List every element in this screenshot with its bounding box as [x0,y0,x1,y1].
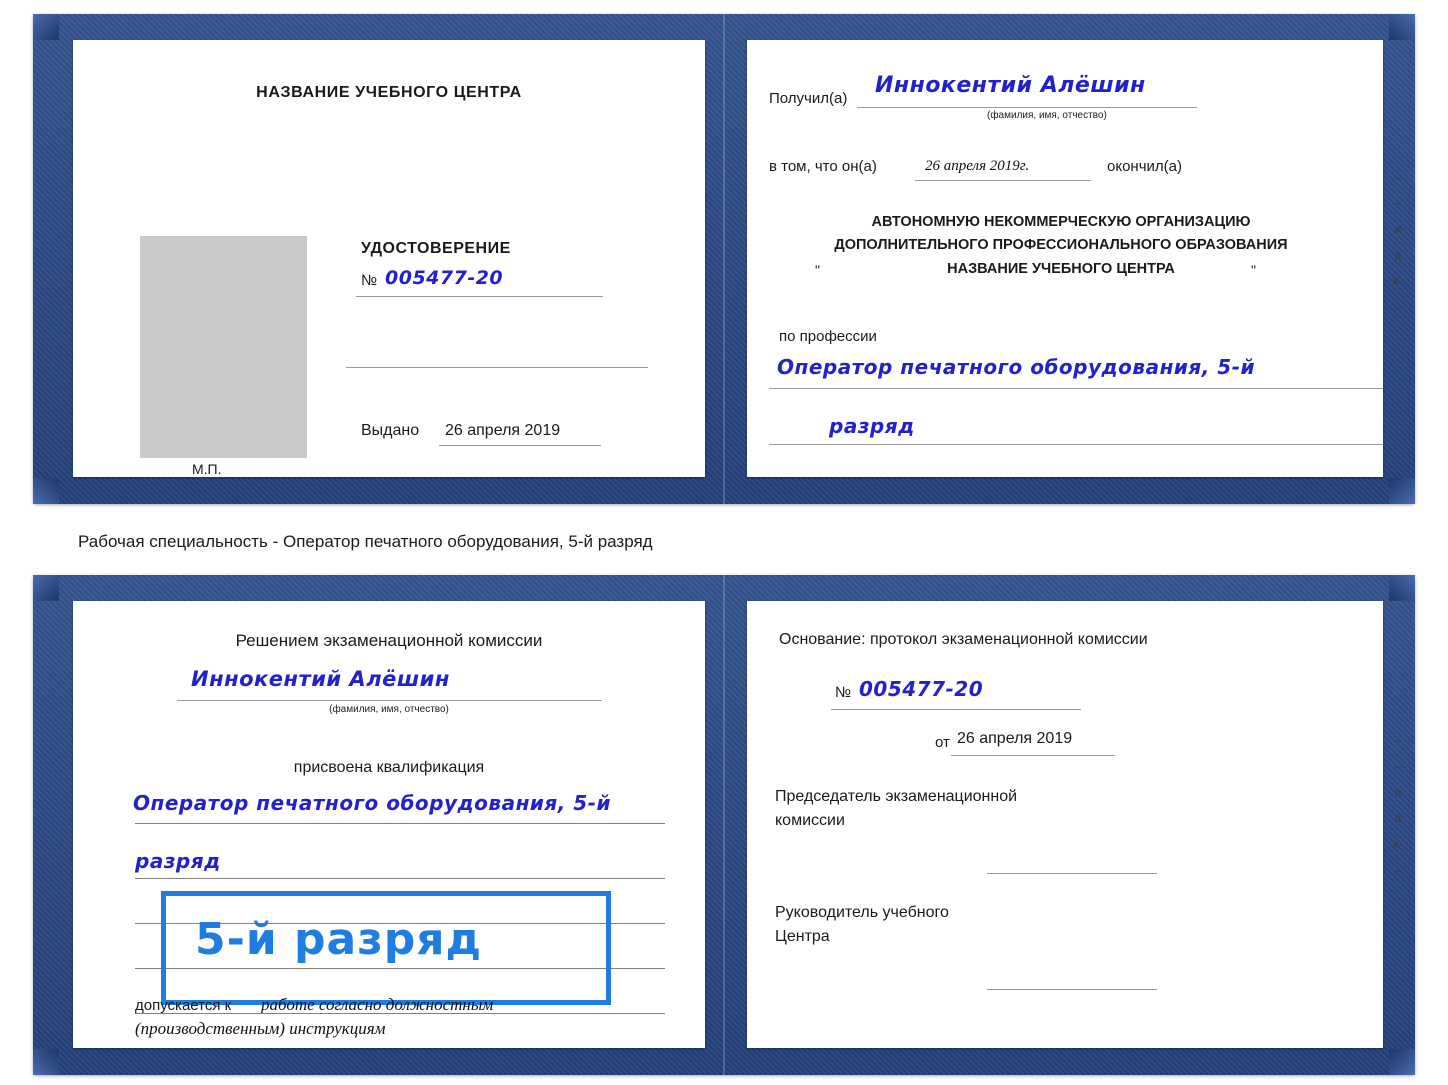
edge-mark: а [1394,248,1402,262]
certificate-number-value: 005477-20 [385,267,504,289]
edge-mark: – [1394,170,1402,184]
certificate-bottom-book [33,575,1415,1075]
number-symbol: № [361,272,378,289]
top-right-page [747,40,1383,477]
cover-corner-top-left [33,14,59,40]
blank-line-1 [346,367,648,368]
person-name-underline [177,700,602,701]
finished-date: 26 апреля 2019г. [925,158,1030,174]
cover-corner-bottom-right [1389,1049,1415,1075]
profession-underline-2 [769,444,1383,445]
received-label: Получил(а) [769,90,848,107]
photo-placeholder [140,236,307,458]
quote-open: " [815,262,820,278]
allowed-value-line-2: (производственным) инструкциям [135,1019,386,1038]
fio-hint: (фамилия, имя, отчество) [987,110,1107,121]
ruled-line-2 [135,878,665,879]
from-date-underline [951,755,1115,756]
from-date: 26 апреля 2019 [957,730,1073,747]
commission-decision-title: Решением экзаменационной комиссии [235,631,543,650]
head-label-line-2: Центра [775,928,830,945]
cover-corner-top-right [1389,575,1415,601]
center-name-heading: НАЗВАНИЕ УЧЕБНОГО ЦЕНТРА [256,84,522,101]
allowed-value-line-1: работе согласно должностным [261,995,494,1014]
organization-line-2: ДОПОЛНИТЕЛЬНОГО ПРОФЕССИОНАЛЬНОГО ОБРАЗОВАНИЯ [834,237,1288,253]
edge-marks-bottom [1387,727,1409,883]
organization-name: НАЗВАНИЕ УЧЕБНОГО ЦЕНТРА [947,261,1175,277]
edge-mark: к- [1393,274,1403,288]
issued-date: 26 апреля 2019 [445,422,561,439]
basis-label: Основание: протокол экзаменационной комиссии [779,631,1148,648]
qualification-line-1: Оператор печатного оборудования, 5-й [133,791,612,815]
cover-corner-bottom-left [33,1049,59,1075]
cover-corner-bottom-right [1389,478,1415,504]
from-label: от [935,734,950,751]
quote-close: " [1251,262,1256,278]
issued-date-underline [439,445,601,446]
protocol-number-symbol: № [835,684,852,701]
that-he-label: в том, что он(а) [769,158,877,175]
allowed-label: допускается к [135,997,232,1014]
fio-hint: (фамилия, имя, отчество) [329,704,449,715]
qualification-line-2: разряд [135,849,221,873]
edge-mark: – [1394,733,1402,747]
received-name: Иннокентий Алёшин [875,73,1146,98]
certificate-top-book [33,14,1415,504]
cover-corner-bottom-left [33,478,59,504]
edge-mark: и [1394,785,1402,799]
chairman-label-line-2: комиссии [775,812,845,829]
finished-label: окончил(а) [1107,158,1182,175]
protocol-number-value: 005477-20 [859,677,984,701]
protocol-number-underline [831,709,1081,710]
ruled-line-5 [135,1013,665,1014]
organization-line-1: АВТОНОМНУЮ НЕКОММЕРЧЕСКУЮ ОРГАНИЗАЦИЮ [871,214,1251,230]
edge-mark: – [1394,300,1402,314]
head-label-line-1: Руководитель учебного [775,904,949,921]
profession-value-line-1: Оператор печатного оборудования, 5-й [777,355,1256,379]
document-title: УДОСТОВЕРЕНИЕ [361,240,511,257]
cover-corner-top-left [33,575,59,601]
received-name-underline [857,107,1197,108]
highlight-label: 5-й разряд [195,914,483,965]
profession-value-line-2: разряд [829,414,915,438]
profession-label: по профессии [779,328,877,345]
profession-underline-1 [769,388,1383,389]
ruled-line-1 [135,823,665,824]
person-name: Иннокентий Алёшин [191,667,450,691]
bottom-left-page [73,601,705,1048]
cover-corner-top-right [1389,14,1415,40]
edge-mark: – [1394,196,1402,210]
chairman-signature-line [987,873,1157,874]
issued-label: Выдано [361,422,420,439]
number-underline [356,296,603,297]
page-caption: Рабочая специальность - Оператор печатного оборудования, 5-й разряд [78,532,653,551]
edge-marks-top [1387,164,1409,320]
qualification-label: присвоена квалификация [293,759,485,776]
stamp-label: М.П. [192,461,222,477]
edge-mark: к- [1393,837,1403,851]
edge-mark: а [1394,811,1402,825]
edge-mark: – [1394,759,1402,773]
bottom-right-page [747,601,1383,1048]
finished-date-underline [915,180,1091,181]
edge-mark: – [1394,863,1402,877]
top-left-page [73,40,705,477]
edge-mark: и [1394,222,1402,236]
head-signature-line [987,989,1157,990]
chairman-label-line-1: Председатель экзаменационной [775,788,1018,805]
